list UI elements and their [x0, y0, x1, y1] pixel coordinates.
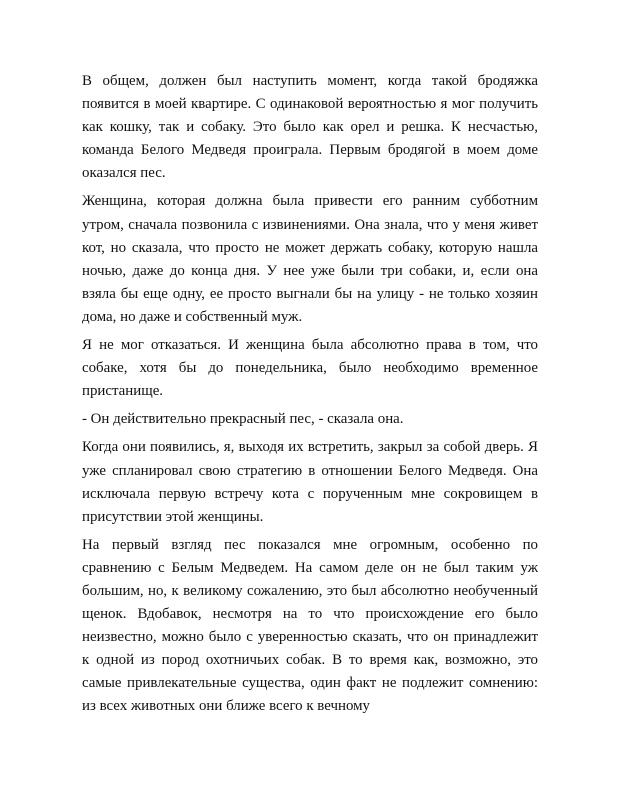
- paragraph-6: На первый взгляд пес показался мне огромным, особенно по сравнению с Белым Медведем. На самом деле он не был таким уж большим, но, к великому сожалению, это был абсолютно необученный щенок. Вдобавок, несмотря на то что происхождение его было неизвестно, можно было с уверенностью сказать, что он принадлежит к одной из пород охотничьих собак. В то время как, возможно, это самые привлекательные существа, один факт не подлежит сомнению: из всех животных они ближе всего к вечному: [82, 536, 538, 715]
- paragraph-5: Когда они появились, я, выходя их встретить, закрыл за собой дверь. Я уже спланировал свою стратегию в отношении Белого Медведя. Она исключала первую встречу кота с порученным мне сокровищем в присутствии этой женщины.: [82, 439, 538, 525]
- paragraph-2: Женщина, которая должна была привести его ранним субботним утром, сначала позвонила с извинениями. Она знала, что у меня живет кот, но сказала, что просто не может держать собаку, которую нашла ночью, даже до конца дня. У нее уже были три собаки, и, если она взяла бы еще одну, ее просто выгнали бы на улицу - не только хозяин дома, но даже и собственный муж.: [82, 193, 538, 325]
- paragraph-3: Я не мог отказаться. И женщина была абсолютно права в том, что собаке, хотя бы до понедельника, было необходимо временное пристанище.: [82, 337, 538, 400]
- document-body: [82, 70, 538, 719]
- paragraph-4: - Он действительно прекрасный пес, - сказала она.: [82, 411, 404, 428]
- paragraph-1: В общем, должен был наступить момент, когда такой бродяжка появится в моей квартире. С одинаковой вероятностью я мог получить как кошку, так и собаку. Это было как орел и решка. К несчастью, команда Белого Медведя проиграла. Первым бродягой в моем доме оказался пес.: [82, 73, 538, 182]
